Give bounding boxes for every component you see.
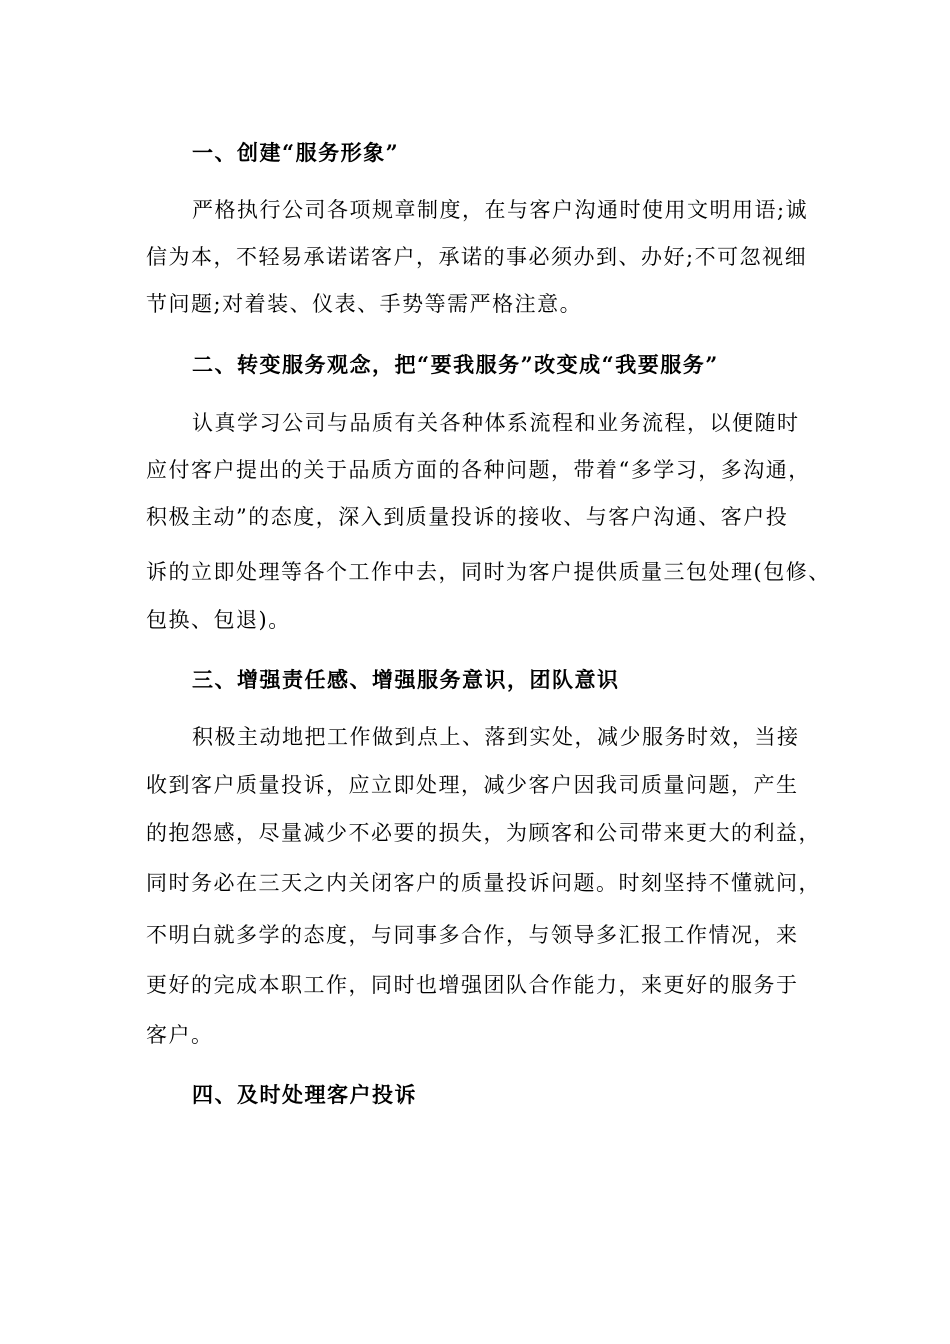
section-heading-4: 四、及时处理客户投诉 bbox=[192, 1082, 417, 1107]
paragraph-line: 客户。 bbox=[146, 1023, 214, 1047]
paragraph-line: 的抱怨感，尽量减少不必要的损失，为顾客和公司带来更大的利益， bbox=[146, 821, 821, 845]
paragraph-line: 严格执行公司各项规章制度，在与客户沟通时使用文明用语;诚 bbox=[192, 198, 809, 222]
paragraph-line: 包换、包退)。 bbox=[146, 608, 291, 632]
section-heading-1: 一、创建“服务形象” bbox=[192, 140, 400, 165]
section-heading-3: 三、增强责任感、增强服务意识，团队意识 bbox=[192, 667, 620, 692]
paragraph-line: 诉的立即处理等各个工作中去，同时为客户提供质量三包处理(包修、 bbox=[146, 560, 831, 584]
paragraph-line: 应付客户提出的关于品质方面的各种问题，带着“多学习，多沟通， bbox=[146, 458, 811, 482]
section-heading-2: 二、转变服务观念，把“要我服务”改变成“我要服务” bbox=[192, 352, 719, 377]
paragraph-line: 同时务必在三天之内关闭客户的质量投诉问题。时刻坚持不懂就问， bbox=[146, 871, 821, 895]
paragraph-line: 积极主动地把工作做到点上、落到实处，减少服务时效，当接 bbox=[192, 725, 800, 749]
paragraph-line: 收到客户质量投诉，应立即处理，减少客户因我司质量问题，产生 bbox=[146, 773, 799, 797]
paragraph-line: 不明白就多学的态度，与同事多合作，与领导多汇报工作情况，来 bbox=[146, 923, 799, 947]
paragraph-line: 认真学习公司与品质有关各种体系流程和业务流程，以便随时 bbox=[192, 411, 800, 435]
paragraph-line: 信为本，不轻易承诺诺客户，承诺的事必须办到、办好;不可忽视细 bbox=[146, 245, 808, 269]
paragraph-line: 节问题;对着装、仪表、手势等需严格注意。 bbox=[146, 292, 583, 316]
paragraph-line: 更好的完成本职工作，同时也增强团队合作能力，来更好的服务于 bbox=[146, 973, 799, 997]
paragraph-line: 积极主动”的态度，深入到质量投诉的接收、与客户沟通、客户投 bbox=[146, 505, 789, 529]
